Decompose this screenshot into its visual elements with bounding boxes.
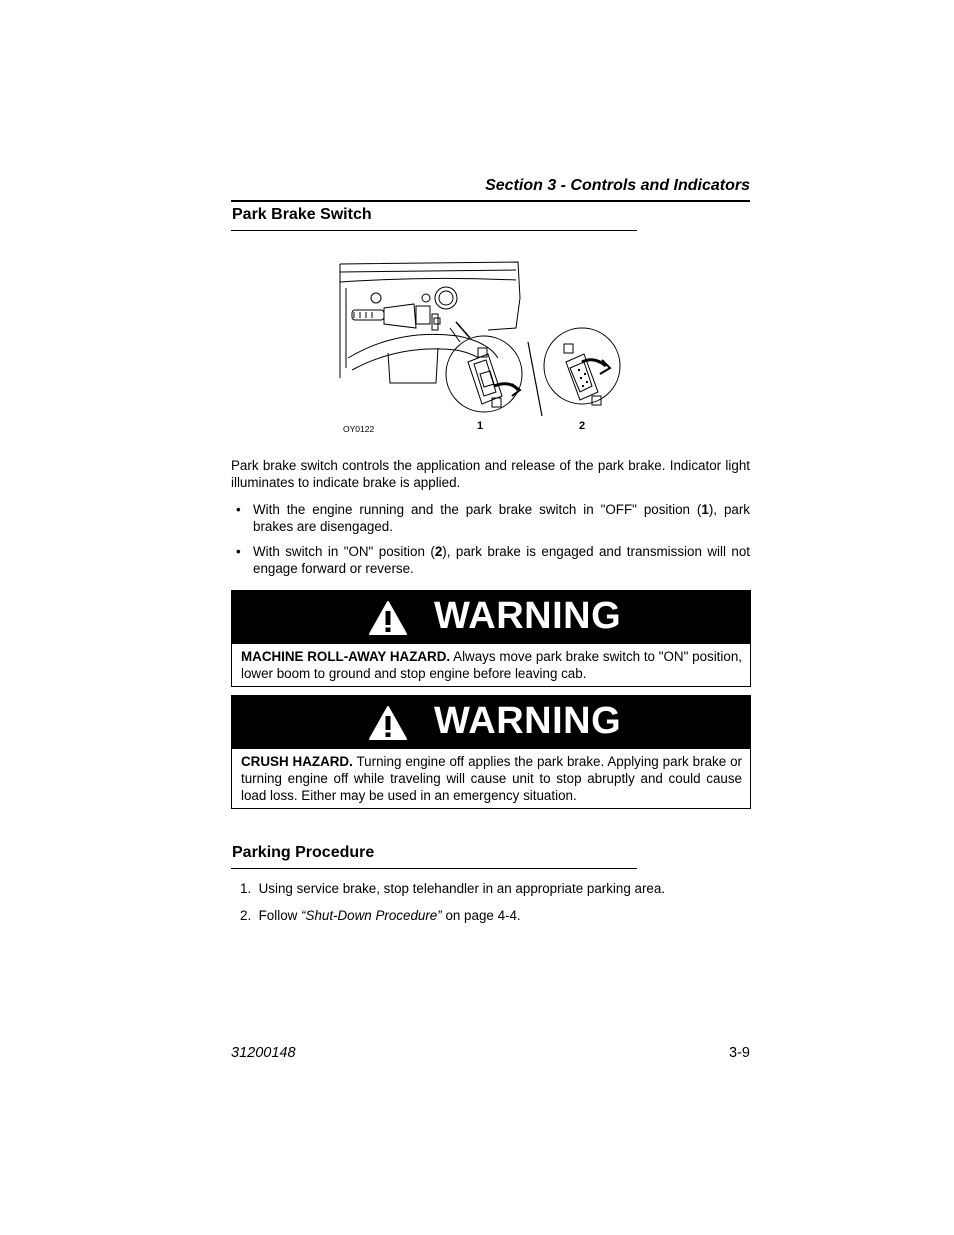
hazard-title: MACHINE ROLL-AWAY HAZARD. — [241, 649, 451, 664]
cross-reference-link[interactable]: “Shut-Down Procedure” — [301, 908, 442, 923]
bullet-marker: • — [236, 502, 241, 517]
step-text-end: on page 4-4. — [441, 908, 521, 923]
bullet-item — [236, 501, 750, 535]
warning-body — [232, 644, 750, 686]
warning-header — [232, 591, 750, 644]
park-brake-intro: Park brake switch controls the application and release of the park brake. Indicator light illuminates to indicate brake is applied. — [231, 458, 750, 490]
figure-code: OY0122 — [343, 424, 375, 434]
hazard-title: CRUSH HAZARD. — [241, 754, 353, 769]
hazard-text: Always move park brake switch to "ON" position, lower boom to ground and stop engine before leaving cab. — [241, 649, 742, 681]
doc-number: 31200148 — [231, 1045, 296, 1061]
section-title: Section 3 - Controls and Indicators — [485, 177, 750, 194]
warning-box-crush — [231, 695, 751, 809]
step-text: Using service brake, stop telehandler in an appropriate parking area. — [258, 881, 666, 896]
step-text: Follow — [258, 908, 302, 923]
warning-header — [232, 696, 750, 749]
bullet-text-end: ), park brakes are disengaged. — [253, 502, 750, 534]
step-number: 2. — [240, 908, 252, 923]
procedure-step — [240, 880, 665, 897]
bullet-text: With switch in "ON" position ( — [253, 544, 435, 559]
warning-label: WARNING — [434, 595, 622, 637]
page-number: 3-9 — [729, 1045, 750, 1061]
warning-label: WARNING — [434, 700, 622, 742]
figure-callout-1: 1 — [477, 420, 484, 432]
header-rule — [231, 200, 750, 202]
warning-triangle-icon — [368, 705, 408, 741]
park-brake-illustration — [338, 258, 628, 438]
bullet-bold-ref: 2 — [434, 544, 443, 559]
bullet-bold-ref: 1 — [701, 502, 709, 517]
park-brake-heading: Park Brake Switch — [232, 206, 372, 223]
bullet-text: With the engine running and the park brake switch in "OFF" position ( — [253, 502, 702, 517]
warning-body — [232, 749, 750, 808]
figure-callout-2: 2 — [579, 420, 586, 432]
park-brake-figure — [338, 258, 628, 438]
bullet-marker: • — [236, 544, 241, 559]
procedure-step — [240, 907, 521, 924]
warning-box-rollaway — [231, 590, 751, 687]
parking-procedure-heading: Parking Procedure — [232, 844, 375, 861]
step-number: 1. — [240, 881, 252, 896]
park-brake-heading-rule — [231, 230, 637, 231]
parking-heading-rule — [231, 868, 637, 869]
bullet-text-end: ), park brake is engaged and transmission will not engage forward or reverse. — [253, 544, 751, 576]
bullet-item — [236, 543, 750, 577]
hazard-text: Turning engine off applies the park brake. Applying park brake or turning engine off while traveling will cause unit to stop abruptly and could cause load loss. Either may be used in an emergency situation. — [241, 754, 742, 803]
warning-triangle-icon — [368, 600, 408, 636]
